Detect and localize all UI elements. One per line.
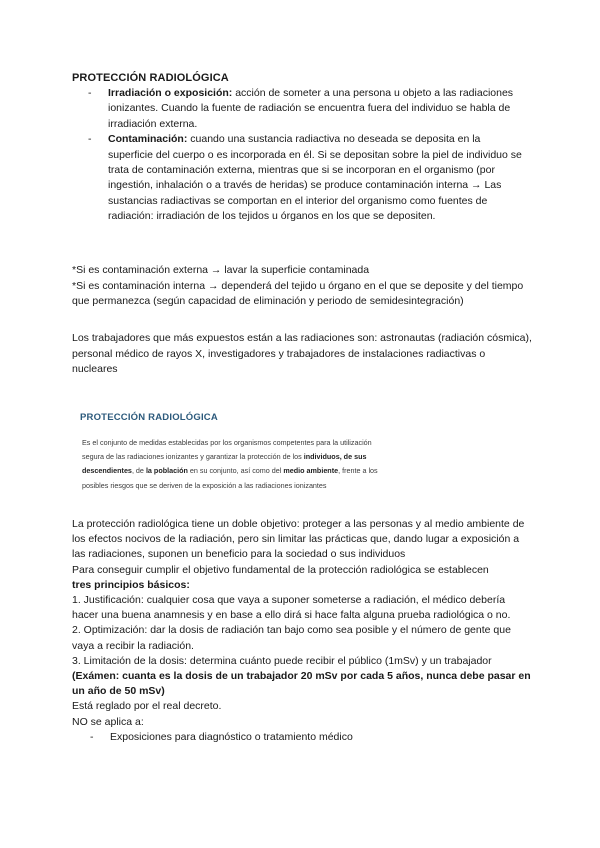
objective-paragraph: La protección radiológica tiene un doble objetivo: proteger a las personas y al medio ambiente de los efectos nocivos de la radiación, pero sin limitar las prácticas que, dando lugar a exposición a las radiaciones, suponen un beneficio para la sociedad o sus individuos <box>72 518 525 561</box>
principles-heading <box>72 578 532 593</box>
term-contamination: Contaminación: <box>108 133 188 146</box>
bullet-dash: - <box>88 133 92 146</box>
principles-intro: Para conseguir cumplir el objetivo fundamental de la protección radiológica se establecen <box>72 563 489 576</box>
figure-text-d: , frente a los posibles riesgos que se deriven de la exposición a las radiaciones ionizantes <box>82 466 378 490</box>
figure-text-a: Es el conjunto de medidas establecidas por los organismos competentes para la utilización segura de las radiaciones ionizantes y garantizar la protección de los <box>82 438 372 462</box>
figure-title: PROTECCIÓN RADIOLÓGICA <box>80 412 218 423</box>
principle-justification: 1. Justificación: cualquier cosa que vaya a suponer someterse a radiación, el médico debería hacer una buena anamnesis y en base a ello dirá si hace falta alguna prueba radiológica o no. <box>72 594 511 622</box>
figure-text <box>82 436 382 493</box>
page-title: PROTECCIÓN RADIOLÓGICA <box>72 72 229 84</box>
workers-paragraph: Los trabajadores que más expuestos están a las radiaciones son: astronautas (radiación cósmica), personal médico de rayos X, investigadores y trabajadores de instalaciones radiactivas o nucleares <box>72 332 532 376</box>
definition-figure <box>72 404 388 510</box>
bullet-dash: - <box>88 87 92 99</box>
figure-bold-c: medio ambiente <box>283 466 339 476</box>
figure-bold-a: individuos, de sus descendientes <box>82 452 367 476</box>
note-internal: *Si es contaminación interna → dependerá del tejido u órgano en el que se deposite y del tiempo que permanezca (según capacidad de eliminación y periodo de semidesintegración) <box>72 279 524 308</box>
bullet-dash: - <box>90 730 94 743</box>
exception-item <box>72 730 532 745</box>
not-applies-line: NO se aplica a: <box>72 715 144 728</box>
principle-dose-limit: 3. Limitación de la dosis: determina cuánto puede recibir el público (1mSv) y un trabajador <box>72 654 492 667</box>
figure-text-b: , de <box>131 466 146 476</box>
definition-list <box>88 86 528 225</box>
principle-optimization: 2. Optimización: dar la dosis de radiación tan bajo como sea posible y el número de gente que vaya a recibir la radiación. <box>72 624 511 652</box>
exception-text: Exposiciones para diagnóstico o tratamiento médico <box>110 730 353 743</box>
bullet-contamination <box>88 132 528 224</box>
note-external: *Si es contaminación externa → lavar la superficie contaminada <box>72 264 370 276</box>
definition-irradiation: acción de someter a una persona u objeto a las radiaciones ionizantes. Cuando la fuente de radiación se encuentra fuera del individuo se habla de irradiación externa. <box>108 87 514 130</box>
exam-note-text: (Exámen: cuanta es la dosis de un trabajador 20 mSv por cada 5 años, nunca debe pasar en un año de 50 mSv) <box>72 670 531 698</box>
definition-contamination: cuando una sustancia radiactiva no deseada se deposita en la superficie del cuerpo o es incorporada en él. Si se depositan sobre la piel de individuo se trata de contaminación externa, mientras que si se incorporan en el organismo (por ingestión, inhalación o a través de heridas) se produce contaminación interna → Las sustancias radiactivas se comportan en el interior del organismo como fuentes de radiación: irradiación de los tejidos u órganos en los que se depositen. <box>108 133 522 223</box>
decree-line: Está reglado por el real decreto. <box>72 700 222 713</box>
contamination-notes <box>72 263 532 310</box>
figure-text-c: en su conjunto, así como del <box>187 466 284 476</box>
figure-bold-b: la población <box>145 466 188 476</box>
exam-note <box>72 669 532 699</box>
principles-heading-text: tres principios básicos: <box>72 578 190 591</box>
principles-section <box>72 517 532 745</box>
bullet-irradiation <box>88 86 528 132</box>
term-irradiation: Irradiación o exposición: <box>108 87 233 99</box>
